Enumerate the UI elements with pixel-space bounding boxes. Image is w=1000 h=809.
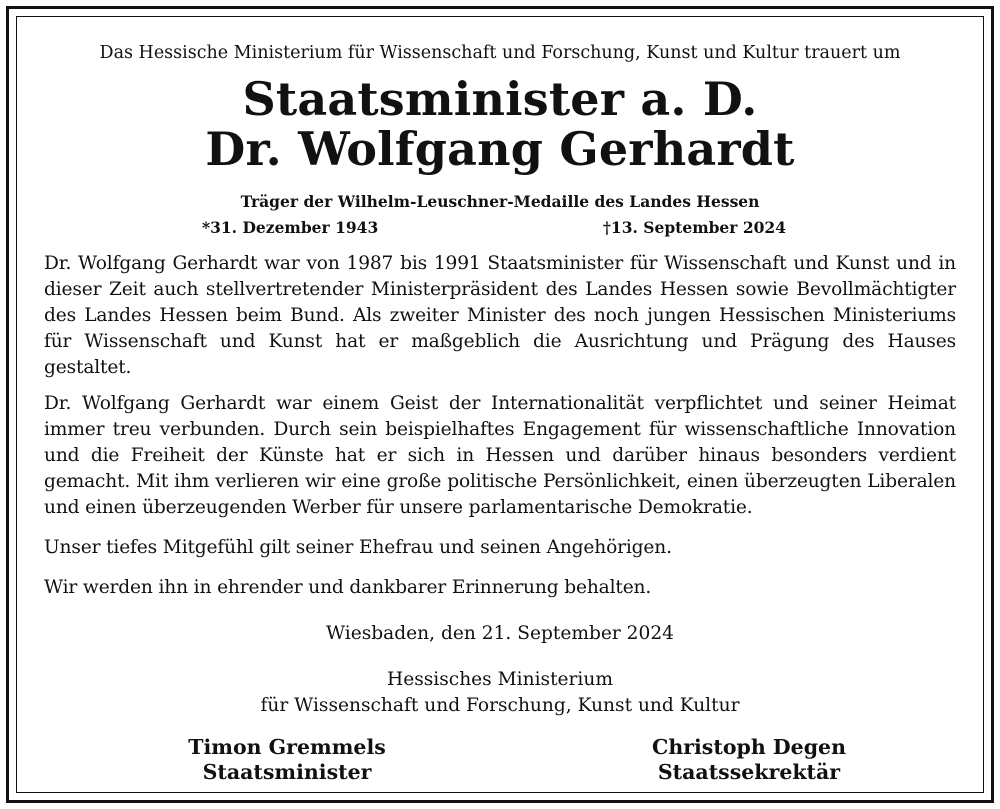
signatory-role: Staatsminister <box>202 760 372 784</box>
signatory-left <box>112 735 462 785</box>
death-date: †13. September 2024 <box>602 218 786 237</box>
paragraph-tribute: Dr. Wolfgang Gerhardt war einem Geist der Internationalität verpflichtet und seiner Heimat immer treu verbunden. Durch sein beispielhaftes Engagement für wissenschaftliche Innovation und die Freiheit der Künste hat er sich in Hessen und darüber hinaus besonders verdient gemacht. Mit ihm verlieren wir eine große politische Persönlichkeit, einen überzeugten Liberalen und einen überzeugenden Werber für unsere parlamentarische Demokratie. <box>44 393 956 518</box>
medal-line: Träger der Wilhelm-Leuschner-Medaille des Landes Hessen <box>240 192 760 211</box>
title-line-1: Staatsminister a. D. <box>242 72 758 126</box>
signatory-right <box>574 735 924 785</box>
place-date: Wiesbaden, den 21. September 2024 <box>325 623 674 644</box>
paragraph-career: Dr. Wolfgang Gerhardt war von 1987 bis 1991 Staatsminister für Wissenschaft und Kunst und in dieser Zeit auch stellvertretender Ministerpräsident des Landes Hessen sowie Bevollmächtigter des Landes Hessen beim Bund. Als zweiter Minister des noch jungen Hessischen Ministeriums für Wissenschaft und Kunst hat er maßgeblich die Ausrichtung und Prägung des Hauses gestaltet. <box>44 253 956 378</box>
intro-line: Das Hessische Ministerium für Wissenschaft und Forschung, Kunst und Kultur trauert um <box>99 43 901 63</box>
life-dates <box>44 216 956 240</box>
sender-block <box>44 667 956 719</box>
obituary-notice <box>44 42 956 795</box>
paragraph-condolence: Unser tiefes Mitgefühl gilt seiner Ehefrau und seinen Angehörigen. <box>44 537 672 558</box>
signatory-role: Staatssekrektär <box>657 760 841 784</box>
deceased-title <box>44 74 956 174</box>
signatures <box>44 735 956 795</box>
signatory-name: Timon Gremmels <box>188 735 386 759</box>
birth-date: *31. Dezember 1943 <box>202 218 379 237</box>
signatory-name: Christoph Degen <box>652 735 846 759</box>
title-line-2: Dr. Wolfgang Gerhardt <box>205 122 795 176</box>
paragraph-memory: Wir werden ihn in ehrender und dankbarer Erinnerung behalten. <box>44 577 652 598</box>
sender-line-2: für Wissenschaft und Forschung, Kunst und Kultur <box>260 695 740 716</box>
sender-line-1: Hessisches Ministerium <box>386 669 613 690</box>
